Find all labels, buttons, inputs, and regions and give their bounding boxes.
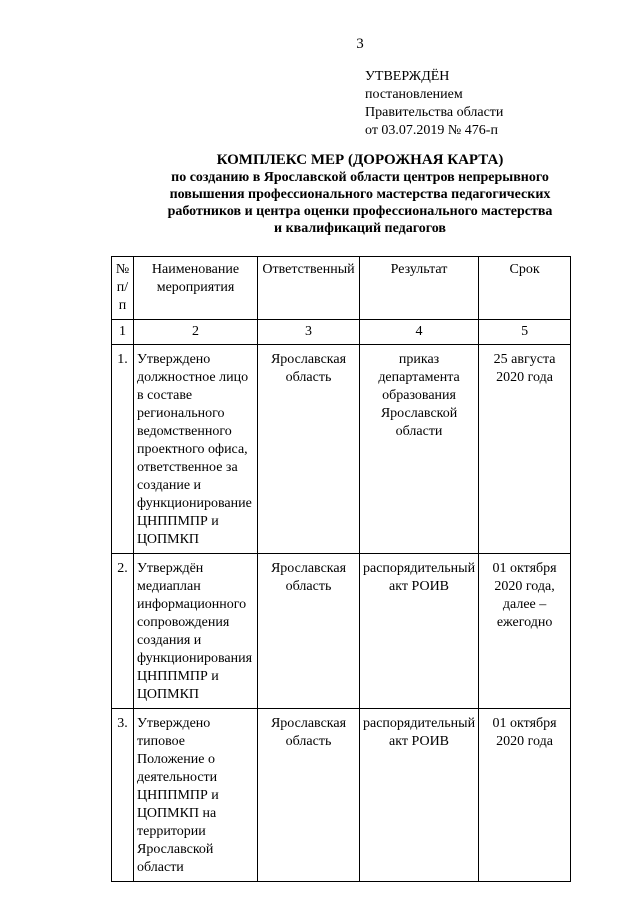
document-title-line: повышения профессионального мастерства педагогических [169,187,551,202]
cell-num: 3. [112,709,134,882]
header-term: Срок [479,257,571,320]
document-title [100,152,620,237]
measures-table [111,256,571,882]
cell-name: Утверждено должностное лицо в составе регионального ведомственного проектного офиса, ответственное за создание и функционирование ЦНППМПР и ЦОПМКП [134,345,258,554]
cell-num: 2. [112,554,134,709]
cell-num: 1. [112,345,134,554]
header-name: Наименование мероприятия [134,257,258,320]
document-title-line: по созданию в Ярославской области центров непрерывного [171,170,549,185]
approval-line: Правительства области [365,105,504,120]
header-result: Результат [360,257,479,320]
approval-stamp [365,68,503,140]
document-title-main: КОМПЛЕКС МЕР (ДОРОЖНАЯ КАРТА) [216,152,504,168]
cell-result: распорядительный акт РОИВ [360,554,479,709]
cell-result: распорядительный акт РОИВ [360,709,479,882]
cell-term: 01 октября 2020 года, далее – ежегодно [479,554,571,709]
header-responsible: Ответственный [258,257,360,320]
column-index: 2 [134,320,258,345]
document-title-line: работников и центра оценки профессионального мастерства [167,204,553,219]
column-index: 1 [112,320,134,345]
table-row [112,345,571,554]
cell-name: Утверждено типовое Положение о деятельности ЦНППМПР и ЦОПМКП на территории Ярославской области [134,709,258,882]
approval-line: постановлением [365,87,463,102]
cell-responsible: Ярославская область [258,554,360,709]
column-index: 3 [258,320,360,345]
column-index-row [112,320,571,345]
column-index: 5 [479,320,571,345]
table-row [112,709,571,882]
cell-term: 25 августа 2020 года [479,345,571,554]
header-num: № п/п [112,257,134,320]
table-header-row [112,257,571,320]
cell-responsible: Ярославская область [258,709,360,882]
cell-name: Утверждён медиаплан информационного сопровождения создания и функционирования ЦНППМПР и ЦОПМКП [134,554,258,709]
page-number: 3 [356,36,364,52]
table-row [112,554,571,709]
approval-line: от 03.07.2019 № 476-п [365,123,498,138]
approval-line: УТВЕРЖДЁН [365,69,450,84]
document-title-line: и квалификаций педагогов [274,221,446,236]
column-index: 4 [360,320,479,345]
cell-term: 01 октября 2020 года [479,709,571,882]
cell-result: приказ департамента образования Ярославской области [360,345,479,554]
cell-responsible: Ярославская область [258,345,360,554]
